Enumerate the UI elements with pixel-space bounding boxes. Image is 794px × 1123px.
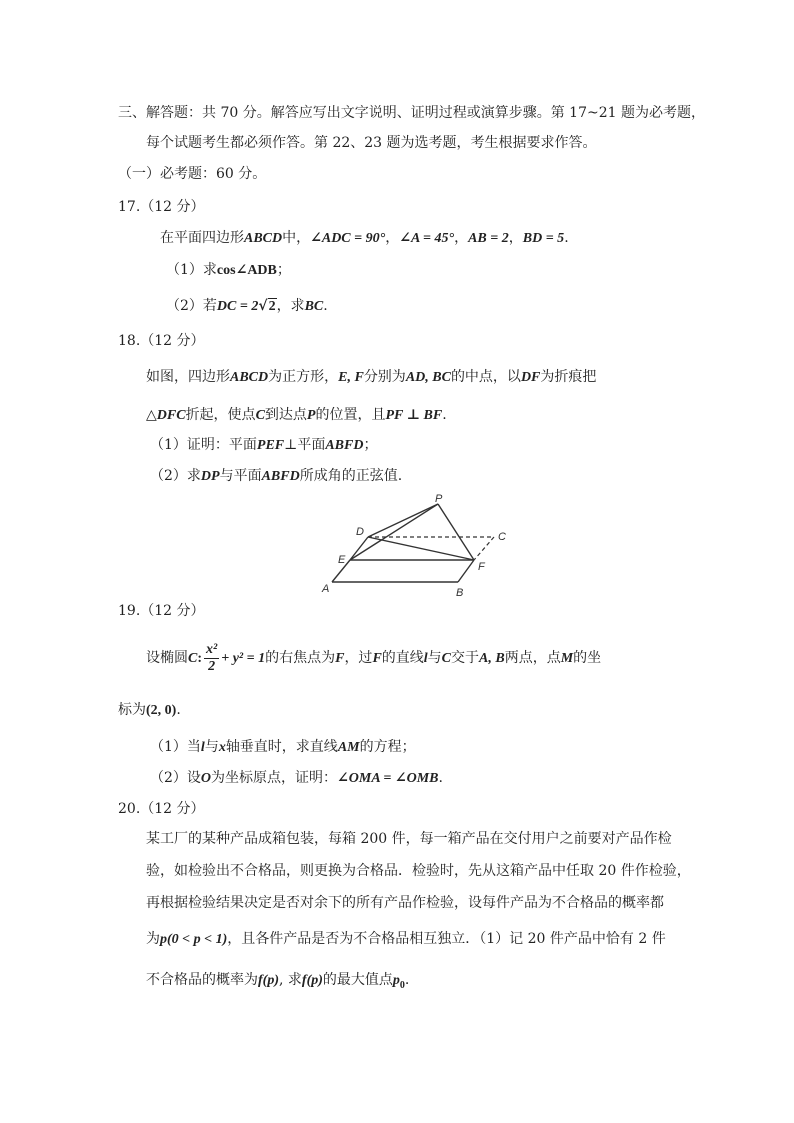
edge-dp <box>368 504 438 537</box>
q18-p2-c: 所成角的正弦值. <box>299 468 403 484</box>
q19-frac-num: x² <box>206 641 218 657</box>
q19-l1-c2: ，过 <box>344 650 373 666</box>
q18-l1-quad: ABCD <box>230 370 269 385</box>
q17-p2-root: 2 <box>268 299 276 314</box>
q17-p1-expr: cos∠ADB <box>216 263 277 278</box>
q18-part1 <box>150 435 377 456</box>
q17-stem-b: 中， <box>282 230 311 246</box>
q18-part2 <box>150 466 402 487</box>
q18-l2-a: 折起，使点 <box>185 407 256 423</box>
q18-l1-c: 分别为 <box>363 369 406 385</box>
q17-end: . <box>564 230 569 246</box>
q20-line1: 某工厂的某种产品成箱包装，每箱 200 件，每一箱产品在交付用户之前要对产品作检 <box>146 831 672 847</box>
q20-l5-fp2: f(p) <box>301 973 323 988</box>
q19-l1-i: 的坐 <box>573 650 602 666</box>
q18-l1-e: 为折痕把 <box>540 369 597 385</box>
edge-pf <box>438 504 474 560</box>
q19-l1-b: 的右焦点为 <box>265 650 336 666</box>
label-p: P <box>435 493 443 505</box>
q19-l1-c: C <box>188 651 198 666</box>
q18-l1-b: 为正方形， <box>268 369 339 385</box>
q19-l2-coord: (2, 0) <box>146 703 177 718</box>
q19-p1-d: 的方程； <box>359 739 416 755</box>
q18-p1-pef: PEF <box>256 438 285 453</box>
q17-p1-label: （1）求 <box>166 262 217 278</box>
q17-sep3: ， <box>508 230 523 246</box>
q20-l4-b: ，且各件产品是否为不合格品相互独立．（1）记 20 件产品中恰有 2 件 <box>227 931 666 947</box>
section-header-cont: 每个试题考生都必须作答。第 22、23 题为选考题，考生根据要求作答。 <box>146 135 597 151</box>
q19-p1-l: l <box>200 740 205 755</box>
q18-p2-abfd: ABFD <box>261 469 300 484</box>
q20-l5-c: 的最大值点 <box>322 972 393 988</box>
q17-cond3: AB = 2 <box>468 231 509 246</box>
q19-l2-a: 标为 <box>118 702 146 718</box>
label-b: B <box>456 587 464 599</box>
q20-l5-sub: 0 <box>399 979 405 991</box>
q18-number: 18.（12 分） <box>118 333 205 349</box>
q19-l1-e: 与 <box>427 650 442 666</box>
q19-l2-end: . <box>176 702 181 718</box>
q17-p2-mid: ，求 <box>276 298 305 314</box>
label-a: A <box>322 583 330 595</box>
q19-l1-rest: + y² = 1 <box>221 651 266 666</box>
q20-number: 20.（12 分） <box>118 801 205 817</box>
q17-stem <box>160 228 569 249</box>
label-e: E <box>338 554 346 566</box>
q20-l5-a: 不合格品的概率为 <box>146 972 258 988</box>
q19-l1-m: M <box>560 651 574 666</box>
q19-p1-am: AM <box>337 740 360 755</box>
q17-stem-a: 在平面四边形 <box>160 230 244 246</box>
q20-l5-p0: p <box>392 973 400 988</box>
q19-l1-l: l <box>423 651 428 666</box>
edge-df <box>368 537 474 560</box>
q20-line2: 验，如检验出不合格品，则更换为合格品．检验时，先从这箱产品中任取 20 件作检验， <box>146 863 691 879</box>
q19-l1-c3: C <box>441 651 452 666</box>
q19-frac-den: 2 <box>208 658 216 674</box>
q19-l1-a: 设椭圆 <box>146 650 188 666</box>
q20-l5-end: . <box>404 972 410 988</box>
q17-sep1: ， <box>385 230 400 246</box>
q18-l2-b: 到达点 <box>264 407 307 423</box>
q17-p2-target: BC <box>304 299 324 314</box>
q18-l2-c2: 的位置，且 <box>315 407 386 423</box>
q19-l1-h: 两点，点 <box>504 650 561 666</box>
q17-p2-expr: DC = 2 <box>216 299 259 314</box>
q19-p2-a: （2）设 <box>150 770 201 786</box>
q20-l5-b: , 求 <box>279 972 302 988</box>
q18-l2-c: C <box>255 408 265 423</box>
label-f: F <box>478 561 485 573</box>
q18-p2-b: 与平面 <box>219 468 262 484</box>
q18-l2-tri: △DFC <box>146 408 186 423</box>
q19-p1-c: 轴垂直时，求直线 <box>225 739 338 755</box>
q17-cond1: ∠ADC = 90° <box>310 231 386 246</box>
q17-cond4: BD = 5 <box>522 231 565 246</box>
q18-line1 <box>146 367 596 388</box>
q19-p1-x: x <box>218 740 226 755</box>
q19-p2-o: O <box>200 771 212 786</box>
label-c: C <box>498 531 506 543</box>
q19-part2 <box>150 768 443 789</box>
q18-l1-ef: E, F <box>338 370 364 385</box>
q20-line3: 再根据检验结果决定是否对余下的所有产品作检验，设每件产品为不合格品的概率都 <box>146 895 664 911</box>
q20-line5 <box>146 970 409 996</box>
q19-l1-colon: : <box>197 651 203 666</box>
q19-p2-b: 为坐标原点，证明： <box>211 770 338 786</box>
q18-l2-p: P <box>306 408 316 423</box>
q19-number: 19.（12 分） <box>118 603 205 619</box>
q18-p2-a: （2）求 <box>150 468 201 484</box>
q19-p1-a: （1）当 <box>150 739 201 755</box>
q18-l1-d: 的中点，以 <box>450 369 521 385</box>
q19-l1-g: 交于 <box>451 650 480 666</box>
q19-part1 <box>150 737 416 758</box>
q18-p2-dp: DP <box>200 469 220 484</box>
q17-p1-end: ； <box>276 262 291 278</box>
q20-l4-p: p(0 < p < 1) <box>160 932 228 947</box>
q20-l5-fp: f(p) <box>258 973 279 988</box>
q18-p1-end: ； <box>363 437 378 453</box>
dashed-cf <box>474 537 494 560</box>
q19-p1-b: 与 <box>204 739 219 755</box>
q19-l1-ab: A, B <box>479 651 505 666</box>
q17-cond2: ∠A = 45° <box>399 231 455 246</box>
q19-l1-f2: F <box>372 651 382 666</box>
label-d: D <box>356 526 364 538</box>
q18-l2-end: . <box>442 407 447 423</box>
q17-quad: ABCD <box>244 231 283 246</box>
q18-geometry-figure <box>318 492 518 602</box>
section-header: 三、解答题：共 70 分。解答应写出文字说明、证明过程或演算步骤。第 17~21 题为必考题， <box>118 105 705 121</box>
q18-line2 <box>146 405 447 426</box>
q19-fraction <box>204 642 219 675</box>
q18-p1-a: （1）证明：平面 <box>150 437 257 453</box>
q18-l1-a: 如图，四边形 <box>146 369 230 385</box>
q19-line2 <box>118 700 181 721</box>
q18-l1-df: DF <box>520 370 541 385</box>
q19-p2-end: . <box>438 770 443 786</box>
q17-number: 17.（12 分） <box>118 199 205 215</box>
q18-l1-adbc: AD, BC <box>405 370 451 385</box>
q18-l2-perp: PF ⊥ BF <box>385 408 443 423</box>
q20-line4 <box>146 929 666 950</box>
q19-line1 <box>146 640 601 677</box>
q17-p2-label: （2）若 <box>166 298 217 314</box>
section-sub-header: （一）必考题：60 分。 <box>118 166 267 182</box>
q18-p1-abfd: ABFD <box>325 438 364 453</box>
q17-sep2: ， <box>454 230 469 246</box>
edge-ed <box>350 537 368 560</box>
q19-l1-d: 的直线 <box>381 650 424 666</box>
q17-p2-end: . <box>323 298 328 314</box>
edge-bf <box>458 560 474 582</box>
q20-l4-a: 为 <box>146 931 160 947</box>
q17-part2: （2）若DC = 2√2，求BC. <box>166 298 328 314</box>
q17-part1 <box>166 260 291 281</box>
q19-l1-f: F <box>335 651 345 666</box>
q18-p1-b: ⊥平面 <box>284 437 326 453</box>
q19-p2-expr: ∠OMA = ∠OMB <box>337 771 439 786</box>
